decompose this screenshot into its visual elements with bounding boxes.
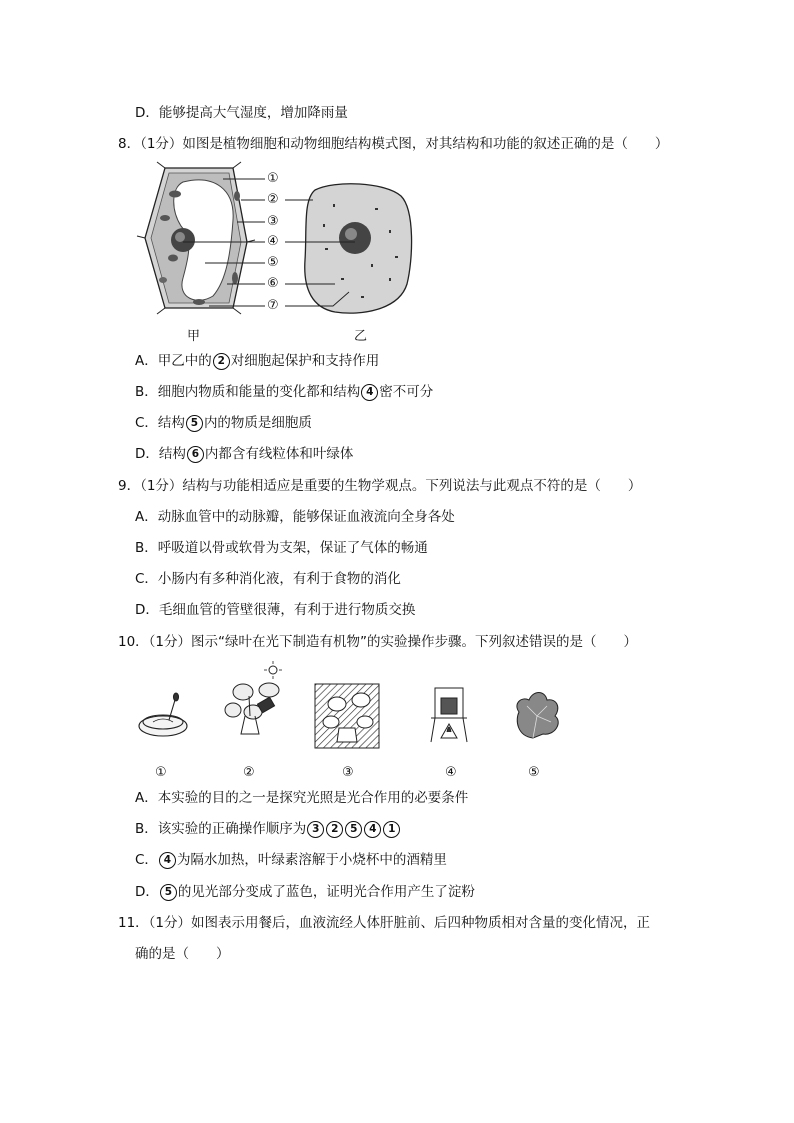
q11-stem-line2: 确的是（ ） (135, 946, 230, 962)
q11-stem-line1: 11．（1分）如图表示用餐后，血液流经人体肝脏前、后四种物质相对含量的变化情况，正 (118, 915, 651, 931)
step-label-5: ⑤ (528, 765, 540, 780)
cell-label-yi: 乙 (354, 329, 368, 344)
cell-diagram (135, 160, 475, 350)
label-3: ③ (267, 214, 279, 229)
q9-option-c: C．小肠内有多种消化液，有利于食物的消化 (135, 571, 401, 587)
q9-option-d: D．毛细血管的管壁很薄，有利于进行物质交换 (135, 602, 416, 618)
q9-option-b: B．呼吸道以骨或软骨为支架，保证了气体的畅通 (135, 540, 428, 556)
step-label-2: ② (243, 765, 255, 780)
q10-option-c: C． 4 为隔水加热，叶绿素溶解于小烧杯中的酒精里 (135, 852, 447, 868)
step4-water-bath-icon (431, 688, 467, 742)
label-5: ⑤ (267, 255, 279, 270)
q8-option-b: B．细胞内物质和能量的变化都和结构 4 密不可分 (135, 384, 434, 400)
q10-option-b: B．该实验的正确操作顺序为 3 2 5 4 1 (135, 819, 401, 839)
q7-option-d: D．能够提高大气湿度，增加降雨量 (135, 105, 348, 121)
cell-label-jia: 甲 (187, 329, 201, 344)
label-1: ① (267, 171, 279, 186)
step1-dish-icon (139, 693, 187, 736)
q8-option-a: A．甲乙中的 2 对细胞起保护和支持作用 (135, 353, 380, 369)
label-7: ⑦ (267, 298, 279, 313)
step-label-3: ③ (342, 765, 354, 780)
label-2: ② (267, 192, 279, 207)
step3-dark-box-icon (315, 684, 379, 748)
q8-option-d: D．结构 6 内都含有线粒体和叶绿体 (135, 446, 354, 462)
step5-leaf-icon (517, 693, 558, 739)
experiment-steps-figure (135, 660, 575, 760)
q8-option-c: C．结构 5 内的物质是细胞质 (135, 415, 312, 431)
q8-stem: 8．（1分）如图是植物细胞和动物细胞结构模式图，对其结构和功能的叙述正确的是（ ） (118, 136, 669, 152)
q10-option-a: A．本实验的目的之一是探究光照是光合作用的必要条件 (135, 790, 469, 806)
q9-option-a: A．动脉血管中的动脉瓣，能够保证血液流向全身各处 (135, 509, 455, 525)
step-label-1: ① (155, 765, 167, 780)
step2-plant-sun-icon (225, 661, 282, 734)
label-6: ⑥ (267, 276, 279, 291)
q10-option-d: D． 5 的见光部分变成了蓝色，证明光合作用产生了淀粉 (135, 884, 475, 900)
q10-stem: 10．（1分）图示“绿叶在光下制造有机物”的实验操作步骤。下列叙述错误的是（ ） (118, 634, 638, 650)
step-label-4: ④ (445, 765, 457, 780)
q9-stem: 9．（1分）结构与功能相适应是重要的生物学观点。下列说法与此观点不符的是（ ） (118, 478, 642, 494)
label-4: ④ (267, 234, 279, 249)
